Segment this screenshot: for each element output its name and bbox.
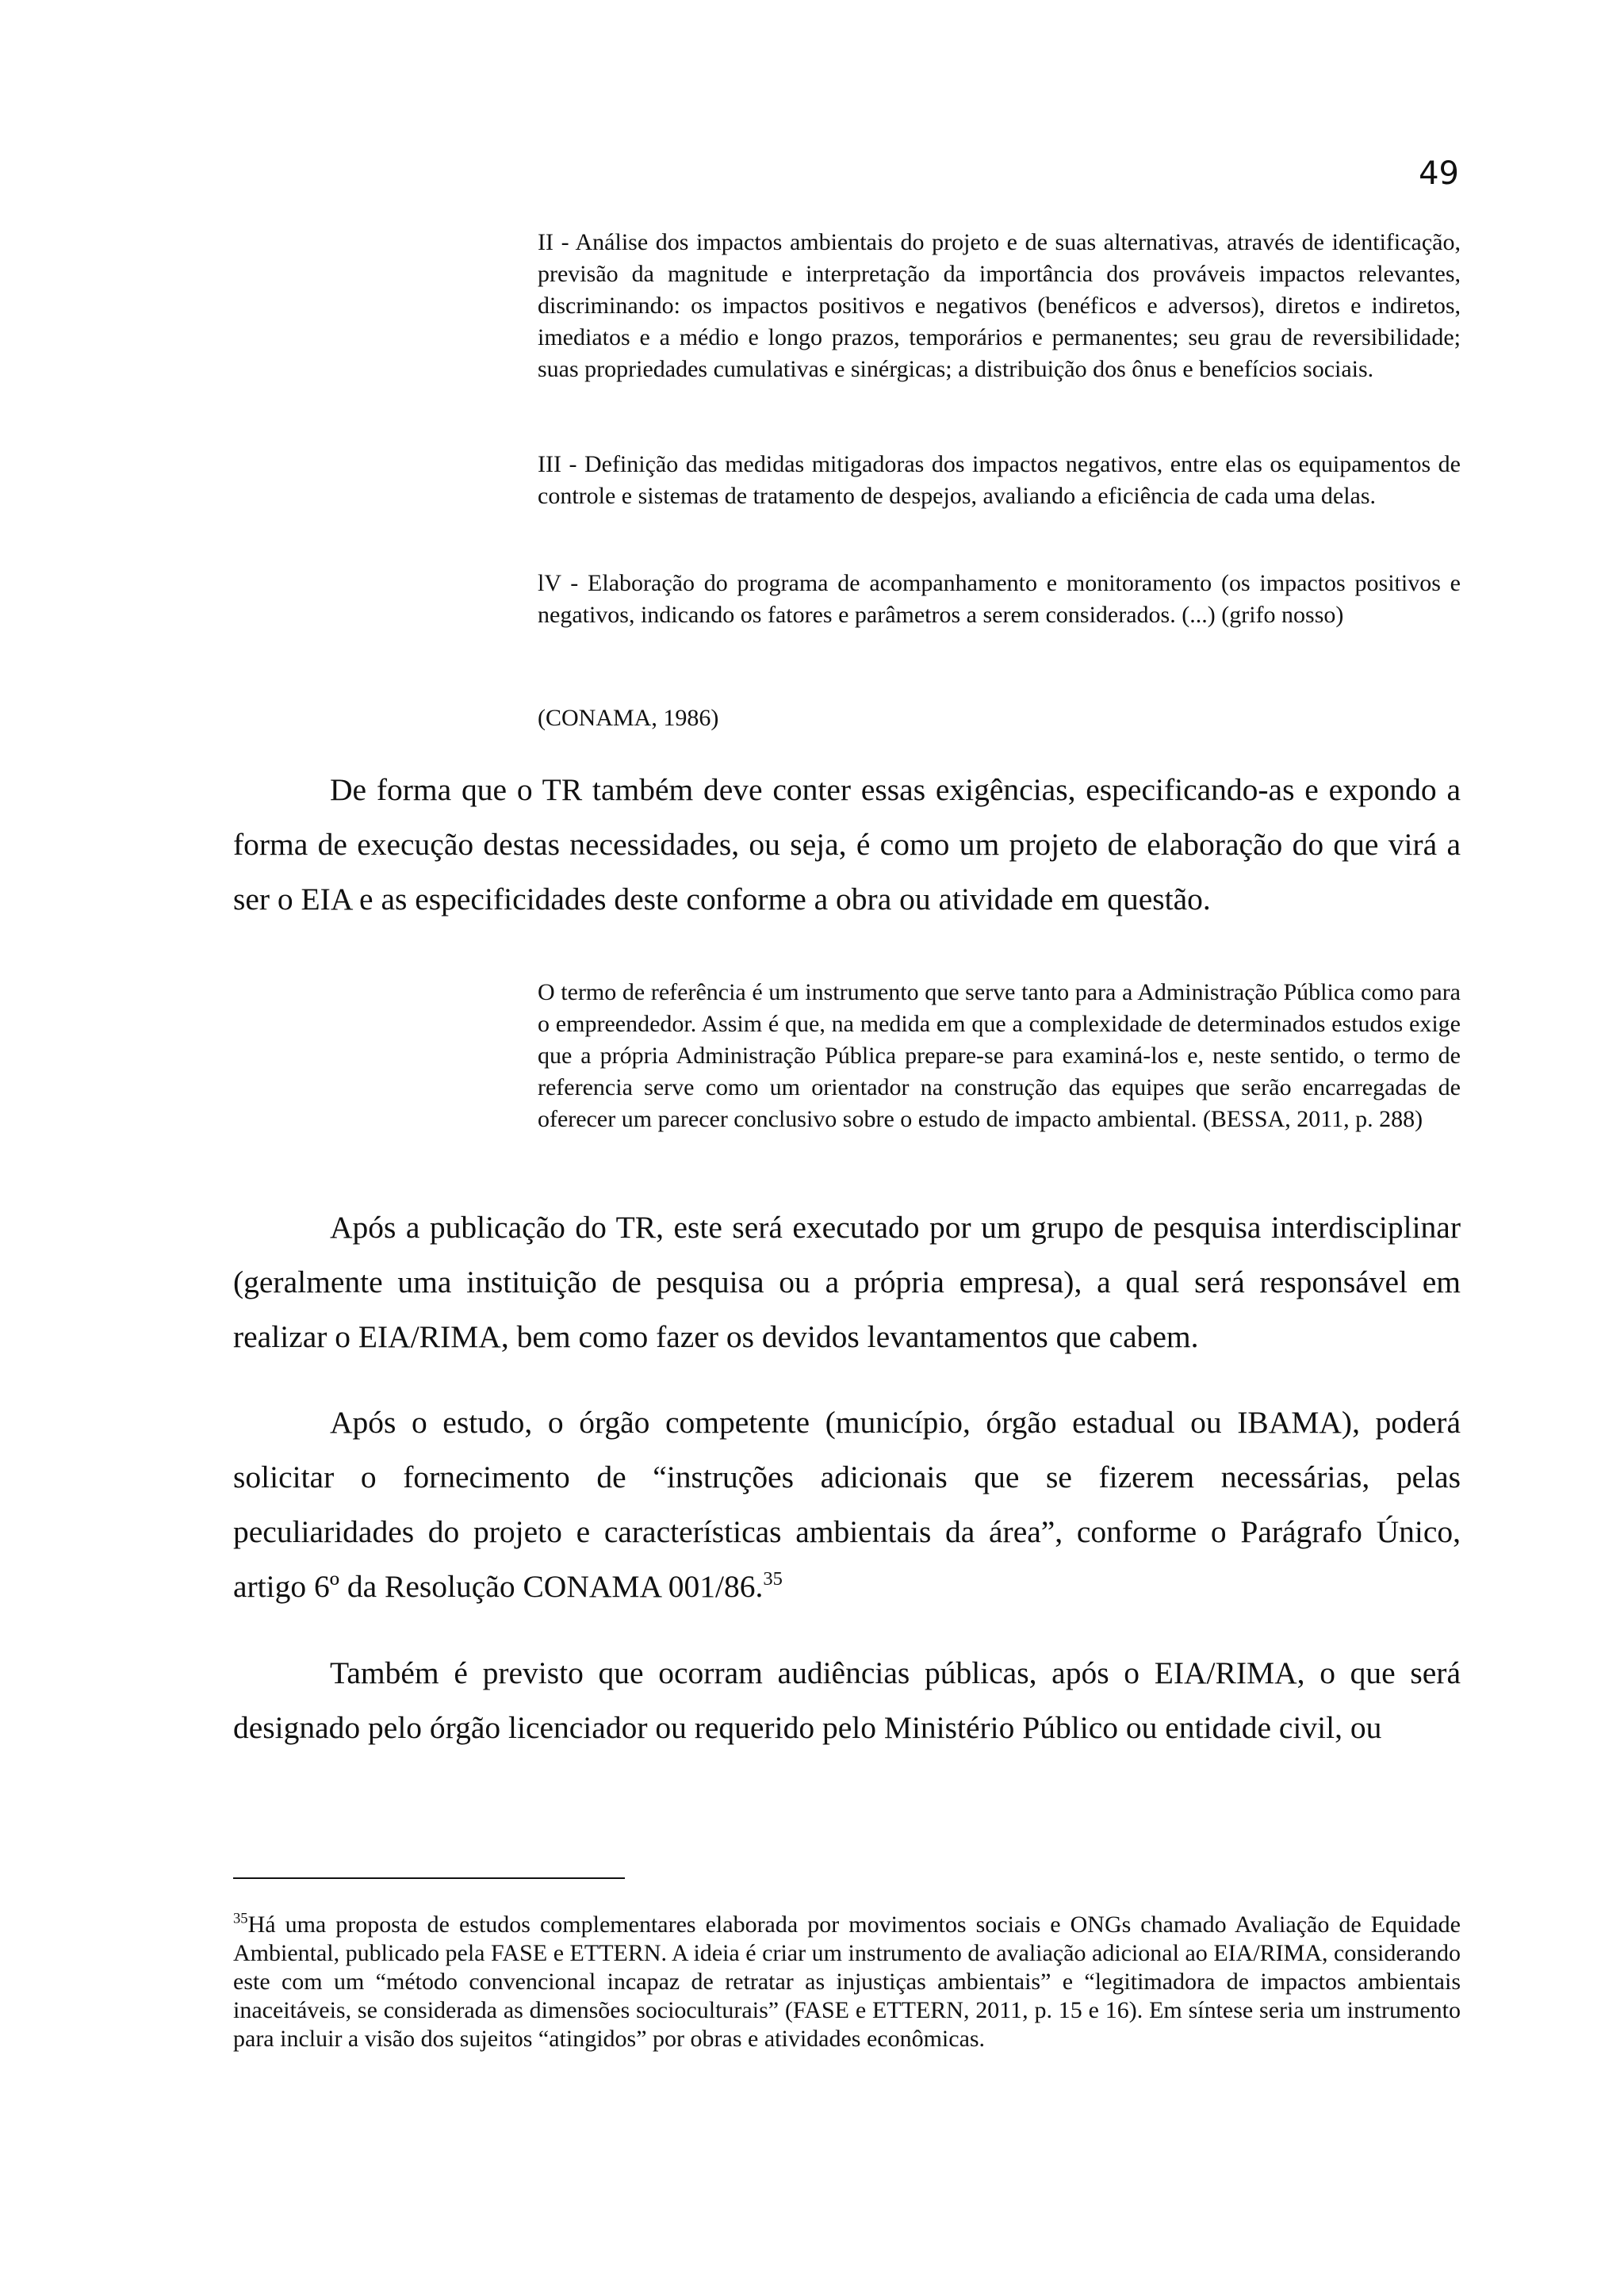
footnote-separator (233, 1877, 625, 1879)
footnote-text: Há uma proposta de estudos complementares elaborada por movimentos sociais e ONGs chamado Avaliação de Equidade Ambiental, publicado pela FASE e ETTERN. A ideia é criar um instrumento de avaliação adicional ao EIA/RIMA, considerando este com um “método convencional incapaz de retratar as injustiças ambientais” e “legitimadora de impactos ambientais inaceitáveis, se considerada as dimensões socioculturais” (FASE e ETTERN, 2011, p. 15 e 16). Em síntese seria um instrumento para incluir a visão dos sujeitos “atingidos” por obras e atividades econômicas. (233, 1911, 1461, 2052)
quote-item-iii: III - Definição das medidas mitigadoras dos impactos negativos, entre elas os equipamentos de controle e sistemas de tratamento de despejos, avaliando a eficiência de cada uma delas. (538, 451, 1461, 509)
footnote-number: 35 (233, 1910, 248, 1927)
footnote-reference: 35 (763, 1567, 783, 1590)
quote-citation-conama: (CONAMA, 1986) (538, 705, 719, 731)
quote-item-ii: II - Análise dos impactos ambientais do projeto e de suas alternativas, através de identificação, previsão da magnitude e interpretação da importância dos prováveis impactos relevantes, discriminando: os impactos positivos e negativos (benéficos e adversos), diretos e indiretos, imediatos e a médio e longo prazos, temporários e permanentes; seu grau de reversibilidade; suas propriedades cumulativas e sinérgicas; a distribuição dos ônus e benefícios sociais. (538, 229, 1461, 382)
body-paragraph-3-text: Após o estudo, o órgão competente (município, órgão estadual ou IBAMA), poderá solicitar o fornecimento de “instruções adicionais que se fizerem necessárias, pelas peculiaridades do projeto e características ambientais da área”, conforme o Parágrafo Único, artigo 6º da Resolução CONAMA 001/86. (233, 1405, 1461, 1604)
quote-bessa: O termo de referência é um instrumento que serve tanto para a Administração Pública como para o empreendedor. Assim é que, na medida em que a complexidade de determinados estudos exige que a própria Administração Pública prepare-se para examiná-los e, neste sentido, o termo de referencia serve como um orientador na construção das equipes que serão encarregadas de oferecer um parecer conclusivo sobre o estudo de impacto ambiental. (BESSA, 2011, p. 288) (538, 979, 1461, 1132)
body-paragraph-3 (233, 1395, 1461, 1614)
page-number: 49 (1419, 155, 1459, 192)
quote-item-iv: lV - Elaboração do programa de acompanhamento e monitoramento (os impactos positivos e negativos, indicando os fatores e parâmetros a serem considerados. (...) (grifo nosso) (538, 570, 1461, 628)
body-paragraph-1: De forma que o TR também deve conter essas exigências, especificando-as e expondo a forma de execução destas necessidades, ou seja, é como um projeto de elaboração do que virá a ser o EIA e as especificidades deste conforme a obra ou atividade em questão. (233, 772, 1461, 916)
body-paragraph-4: Também é previsto que ocorram audiências públicas, após o EIA/RIMA, o que será designado pelo órgão licenciador ou requerido pelo Ministério Público ou entidade civil, ou (233, 1655, 1461, 1745)
footnote (233, 1911, 1461, 2053)
body-paragraph-2: Após a publicação do TR, este será executado por um grupo de pesquisa interdisciplinar (geralmente uma instituição de pesquisa ou a própria empresa), a qual será responsável em realizar o EIA/RIMA, bem como fazer os devidos levantamentos que cabem. (233, 1210, 1461, 1354)
